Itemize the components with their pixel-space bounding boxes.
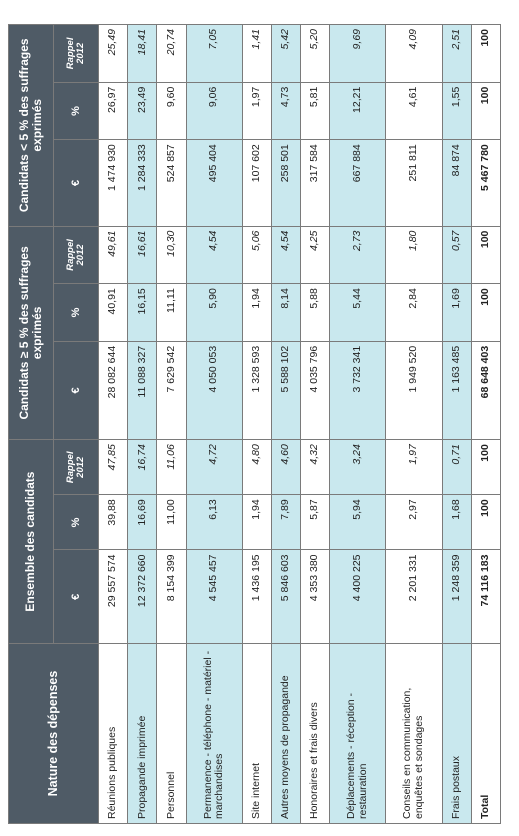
rappel-header: Rappel 2012 — [54, 440, 99, 495]
cell: 100 — [471, 82, 500, 140]
row-label: Site internet — [242, 644, 271, 824]
cell: 4,54 — [186, 226, 242, 284]
cell: 100 — [471, 440, 500, 495]
total-row — [471, 25, 500, 824]
cell: 84 874 — [442, 140, 471, 226]
cell: 68 648 403 — [471, 341, 500, 439]
cell: 251 811 — [386, 140, 442, 226]
cell: 26,97 — [99, 82, 128, 140]
euro-header: € — [54, 550, 99, 644]
cell: 3 732 341 — [330, 341, 386, 439]
group-header-above-5: Candidats ≥ 5 % des suffrages exprimés — [9, 226, 54, 440]
rappel-header: Rappel 2012 — [54, 226, 99, 284]
cell: 5 588 102 — [271, 341, 300, 439]
cell: 11,11 — [157, 284, 186, 342]
cell: 667 884 — [330, 140, 386, 226]
cell: 1 474 930 — [99, 140, 128, 226]
cell: 5,81 — [301, 82, 330, 140]
percent-header: % — [54, 284, 99, 342]
cell: 107 602 — [242, 140, 271, 226]
cell: 3,24 — [330, 440, 386, 495]
expenses-table — [8, 24, 501, 824]
cell: 9,06 — [186, 82, 242, 140]
table-row — [186, 25, 242, 824]
cell: 4 353 380 — [301, 550, 330, 644]
cell: 6,13 — [186, 495, 242, 550]
row-label: Conseils en communication, enquêtes et sondages — [386, 644, 442, 824]
cell: 18,41 — [128, 25, 157, 83]
cell: 11,06 — [157, 440, 186, 495]
cell: 1,97 — [386, 440, 442, 495]
cell: 2,84 — [386, 284, 442, 342]
cell: 49,61 — [99, 226, 128, 284]
cell: 12,21 — [330, 82, 386, 140]
cell: 1,68 — [442, 495, 471, 550]
table-row — [386, 25, 442, 824]
cell: 23,49 — [128, 82, 157, 140]
table-row — [242, 25, 271, 824]
cell: 4 545 457 — [186, 550, 242, 644]
cell: 0,57 — [442, 226, 471, 284]
nature-header: Nature des dépenses — [9, 644, 99, 824]
percent-header: % — [54, 82, 99, 140]
cell: 5,44 — [330, 284, 386, 342]
cell: 1,41 — [242, 25, 271, 83]
cell: 9,60 — [157, 82, 186, 140]
cell: 1 284 333 — [128, 140, 157, 226]
cell: 5,87 — [301, 495, 330, 550]
cell: 1,69 — [442, 284, 471, 342]
cell: 16,61 — [128, 226, 157, 284]
cell: 100 — [471, 226, 500, 284]
cell: 7,89 — [271, 495, 300, 550]
table-row — [128, 25, 157, 824]
cell: 16,69 — [128, 495, 157, 550]
cell: 4 050 053 — [186, 341, 242, 439]
cell: 258 501 — [271, 140, 300, 226]
row-label: Propagande imprimée — [128, 644, 157, 824]
cell: 5,94 — [330, 495, 386, 550]
cell: 4,61 — [386, 82, 442, 140]
cell: 39,88 — [99, 495, 128, 550]
euro-header: € — [54, 140, 99, 226]
cell: 16,74 — [128, 440, 157, 495]
cell: 5,20 — [301, 25, 330, 83]
row-label: Permanence - téléphone - matériel - marchandises — [186, 644, 242, 824]
cell: 9,69 — [330, 25, 386, 83]
cell: 4,60 — [271, 440, 300, 495]
cell: 2,73 — [330, 226, 386, 284]
cell: 12 372 660 — [128, 550, 157, 644]
cell: 317 584 — [301, 140, 330, 226]
cell: 7 629 542 — [157, 341, 186, 439]
table-row — [330, 25, 386, 824]
cell: 47,85 — [99, 440, 128, 495]
table-row — [301, 25, 330, 824]
cell: 5 846 603 — [271, 550, 300, 644]
row-label: Déplacements - réception - restauration — [330, 644, 386, 824]
cell: 100 — [471, 284, 500, 342]
row-label: Personnel — [157, 644, 186, 824]
cell: 28 082 644 — [99, 341, 128, 439]
cell: 2,97 — [386, 495, 442, 550]
group-header-all: Ensemble des candidats — [9, 440, 54, 644]
cell: 11 088 327 — [128, 341, 157, 439]
cell: 4,54 — [271, 226, 300, 284]
rappel-header: Rappel 2012 — [54, 25, 99, 83]
cell: 2,51 — [442, 25, 471, 83]
table-row — [271, 25, 300, 824]
cell: 1 949 520 — [386, 341, 442, 439]
cell: 1 436 195 — [242, 550, 271, 644]
cell: 5 467 780 — [471, 140, 500, 226]
cell: 5,06 — [242, 226, 271, 284]
row-label: Total — [471, 644, 500, 824]
cell: 8 154 399 — [157, 550, 186, 644]
cell: 1 248 359 — [442, 550, 471, 644]
cell: 29 557 574 — [99, 550, 128, 644]
cell: 1,94 — [242, 284, 271, 342]
cell: 5,90 — [186, 284, 242, 342]
table-row — [99, 25, 128, 824]
cell: 0,71 — [442, 440, 471, 495]
cell: 8,14 — [271, 284, 300, 342]
row-label: Autres moyens de propagande — [271, 644, 300, 824]
percent-header: % — [54, 495, 99, 550]
cell: 100 — [471, 25, 500, 83]
cell: 4,32 — [301, 440, 330, 495]
cell: 4 400 225 — [330, 550, 386, 644]
row-label: Réunions publiques — [99, 644, 128, 824]
cell: 20,74 — [157, 25, 186, 83]
cell: 4 035 796 — [301, 341, 330, 439]
table-row — [442, 25, 471, 824]
cell: 1,55 — [442, 82, 471, 140]
cell: 10,30 — [157, 226, 186, 284]
table-row — [157, 25, 186, 824]
cell: 40,91 — [99, 284, 128, 342]
cell: 1,80 — [386, 226, 442, 284]
cell: 1,94 — [242, 495, 271, 550]
cell: 4,80 — [242, 440, 271, 495]
cell: 16,15 — [128, 284, 157, 342]
cell: 1 328 593 — [242, 341, 271, 439]
cell: 5,42 — [271, 25, 300, 83]
cell: 25,49 — [99, 25, 128, 83]
cell: 524 857 — [157, 140, 186, 226]
group-header-below-5: Candidats < 5 % des suffrages exprimés — [9, 25, 54, 227]
row-label: Frais postaux — [442, 644, 471, 824]
cell: 1 163 485 — [442, 341, 471, 439]
euro-header: € — [54, 341, 99, 439]
cell: 1,97 — [242, 82, 271, 140]
cell: 495 404 — [186, 140, 242, 226]
cell: 4,09 — [386, 25, 442, 83]
cell: 5,88 — [301, 284, 330, 342]
cell: 4,72 — [186, 440, 242, 495]
cell: 4,73 — [271, 82, 300, 140]
cell: 74 116 183 — [471, 550, 500, 644]
cell: 2 201 331 — [386, 550, 442, 644]
row-label: Honoraires et frais divers — [301, 644, 330, 824]
cell: 100 — [471, 495, 500, 550]
cell: 11,00 — [157, 495, 186, 550]
cell: 4,25 — [301, 226, 330, 284]
cell: 7,05 — [186, 25, 242, 83]
